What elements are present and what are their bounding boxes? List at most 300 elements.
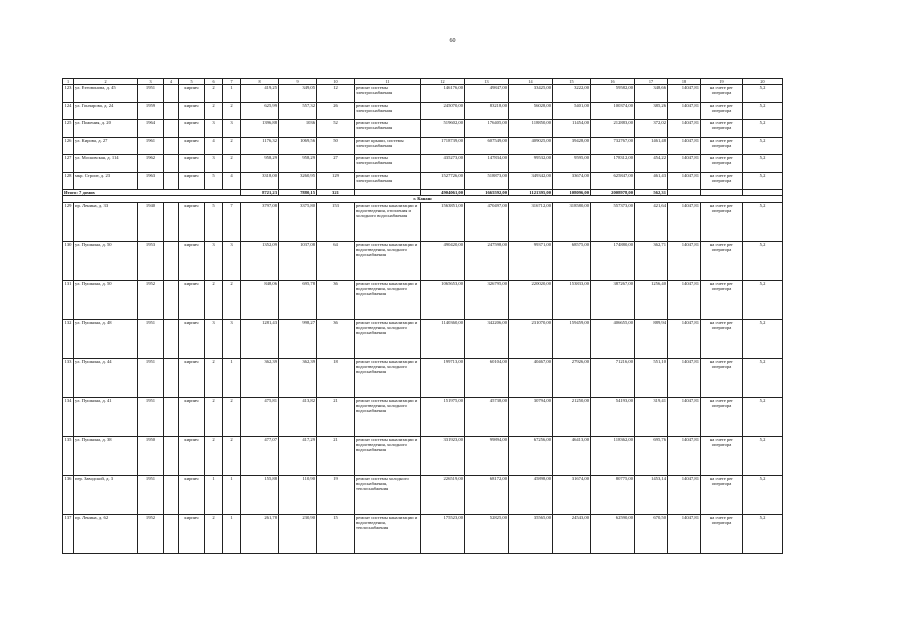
cell-c18: 14047,81 <box>668 436 701 475</box>
cell-mat: кирпич <box>179 514 205 553</box>
table-row <box>63 358 783 397</box>
cell-c13: 607549,00 <box>465 137 509 155</box>
cell-fl: 2 <box>205 436 223 475</box>
cell-mat: кирпич <box>179 319 205 358</box>
cell-addr: пр. Ленина, д. 33 <box>74 202 138 241</box>
cell-c18: 14047,81 <box>668 397 701 436</box>
cell-n: 123 <box>63 85 74 103</box>
cell-c19: на счете рег оператора <box>701 85 743 103</box>
cell-year: 1964 <box>138 120 164 138</box>
cell-c18: 14047,81 <box>668 319 701 358</box>
cell-c14: 316712,00 <box>509 202 553 241</box>
column-index: 19 <box>701 79 743 85</box>
cell-c15: 5401,00 <box>553 102 591 120</box>
cell-c20: 5,2 <box>743 436 783 475</box>
table-row <box>63 202 783 241</box>
column-index: 9 <box>279 79 317 85</box>
cell-empty <box>164 172 179 190</box>
cell-n: 129 <box>63 202 74 241</box>
cell-c17: 695,76 <box>635 436 668 475</box>
cell-empty <box>164 202 179 241</box>
cell-c13: 247598,00 <box>465 241 509 280</box>
cell-area2: 3375,80 <box>279 202 317 241</box>
cell-c20: 5,2 <box>743 120 783 138</box>
cell-area: 362,39 <box>241 358 279 397</box>
cell-c14: 30794,00 <box>509 397 553 436</box>
cell-addr: пр. Ленина, д. 62 <box>74 514 138 553</box>
cell-total: 175523,00 <box>421 514 465 553</box>
cell-n: 135 <box>63 436 74 475</box>
cell-area2: 557,32 <box>279 102 317 120</box>
cell-empty <box>164 358 179 397</box>
cell-c18: 14047,81 <box>668 358 701 397</box>
cell-c20: 5,2 <box>743 397 783 436</box>
cell-c15: 159459,00 <box>553 319 591 358</box>
cell-area2: 230,90 <box>279 514 317 553</box>
cell-total: 331923,00 <box>421 436 465 475</box>
cell-c17: 551,10 <box>635 358 668 397</box>
cell-c15: 68575,00 <box>553 241 591 280</box>
totals-area2: 7880,15 <box>279 190 317 196</box>
totals-residents: 321 <box>317 190 355 196</box>
cell-mat: кирпич <box>179 358 205 397</box>
cell-c20: 5,2 <box>743 155 783 173</box>
cell-work: ремонт системы канализации и водоотведения, холодного водоснабжения <box>355 280 421 319</box>
page-number: 60 <box>449 38 456 44</box>
cell-c19: на счете рег оператора <box>701 475 743 514</box>
cell-n: 125 <box>63 120 74 138</box>
cell-mat: кирпич <box>179 397 205 436</box>
cell-c14: 40467,00 <box>509 358 553 397</box>
cell-res: 27 <box>317 155 355 173</box>
cell-c17: 454,22 <box>635 155 668 173</box>
column-index: 7 <box>223 79 241 85</box>
cell-c20: 5,2 <box>743 280 783 319</box>
cell-work: ремонт системы электроснабжения <box>355 172 421 190</box>
cell-area: 419,25 <box>241 85 279 103</box>
cell-area2: 413,82 <box>279 397 317 436</box>
cell-empty <box>164 102 179 120</box>
cell-c14: 33425,00 <box>509 85 553 103</box>
cell-res: 21 <box>317 436 355 475</box>
cell-c13: 342206,00 <box>465 319 509 358</box>
cell-mat: кирпич <box>179 120 205 138</box>
cell-c16: 59582,00 <box>591 85 635 103</box>
cell-n: 137 <box>63 514 74 553</box>
cell-c16: 80775,00 <box>591 475 635 514</box>
column-index: 17 <box>635 79 668 85</box>
cell-ent: 7 <box>223 202 241 241</box>
cell-year: 1951 <box>138 85 164 103</box>
cell-c15: 27926,00 <box>553 358 591 397</box>
cell-c14: 99532,00 <box>509 155 553 173</box>
cell-c18: 14047,81 <box>668 280 701 319</box>
cell-ent: 3 <box>223 241 241 280</box>
cell-year: 1962 <box>138 155 164 173</box>
cell-addr: ул. Пушкина, д. 38 <box>74 436 138 475</box>
cell-c20: 5,2 <box>743 514 783 553</box>
cell-c14: 99371,00 <box>509 241 553 280</box>
cell-c17: 1256,40 <box>635 280 668 319</box>
column-index: 20 <box>743 79 783 85</box>
cell-c17: 362,71 <box>635 241 668 280</box>
cell-area2: 1069,56 <box>279 137 317 155</box>
cell-c19: на счете рег оператора <box>701 241 743 280</box>
cell-res: 50 <box>317 137 355 155</box>
cell-addr: ул. Пушкина, д. 41 <box>74 397 138 436</box>
cell-area: 1396,88 <box>241 120 279 138</box>
cell-fl: 2 <box>205 358 223 397</box>
cell-res: 19 <box>317 475 355 514</box>
cell-fl: 3 <box>205 120 223 138</box>
cell-n: 124 <box>63 102 74 120</box>
cell-ent: 1 <box>223 514 241 553</box>
cell-res: 153 <box>317 202 355 241</box>
cell-empty <box>164 475 179 514</box>
cell-c20: 5,2 <box>743 137 783 155</box>
table-row <box>63 155 783 173</box>
cell-c16: 71216,00 <box>591 358 635 397</box>
cell-mat: кирпич <box>179 172 205 190</box>
cell-work: ремонт системы канализации и водоотведения, холодного водоснабжения <box>355 319 421 358</box>
cell-c20: 5,2 <box>743 85 783 103</box>
cell-res: 52 <box>317 120 355 138</box>
cell-c15: 11454,00 <box>553 120 591 138</box>
cell-c19: на счете рег оператора <box>701 514 743 553</box>
cell-c15: 46413,00 <box>553 436 591 475</box>
cell-total: 226519,00 <box>421 475 465 514</box>
cell-empty <box>164 120 179 138</box>
cell-mat: кирпич <box>179 280 205 319</box>
table-row <box>63 102 783 120</box>
cell-year: 1952 <box>138 514 164 553</box>
cell-addr: мкр. Строит, д. 23 <box>74 172 138 190</box>
cell-total: 1718739,00 <box>421 137 465 155</box>
cell-c15: 9595,00 <box>553 155 591 173</box>
cell-area: 475,81 <box>241 397 279 436</box>
cell-c20: 5,2 <box>743 202 783 241</box>
cell-fl: 2 <box>205 102 223 120</box>
cell-ent: 2 <box>223 102 241 120</box>
cell-c19: на счете рег оператора <box>701 102 743 120</box>
cell-res: 36 <box>317 280 355 319</box>
cell-c13: 52825,00 <box>465 514 509 553</box>
cell-work: ремонт системы электроснабжения <box>355 102 421 120</box>
cell-year: 1950 <box>138 436 164 475</box>
cell-ent: 3 <box>223 319 241 358</box>
table-row <box>63 475 783 514</box>
cell-c15: 39428,00 <box>553 137 591 155</box>
cell-n: 131 <box>63 280 74 319</box>
cell-res: 26 <box>317 102 355 120</box>
cell-fl: 2 <box>205 85 223 103</box>
cell-c17: 1461,48 <box>635 137 668 155</box>
cell-mat: кирпич <box>179 155 205 173</box>
cell-total: 519602,00 <box>421 120 465 138</box>
cell-n: 128 <box>63 172 74 190</box>
cell-area2: 110,90 <box>279 475 317 514</box>
cell-ent: 2 <box>223 436 241 475</box>
cell-res: 12 <box>317 85 355 103</box>
cell-res: 15 <box>317 514 355 553</box>
table-row <box>63 137 783 155</box>
cell-fl: 2 <box>205 514 223 553</box>
totals-c13: 1665592,00 <box>465 190 509 196</box>
cell-total: 151975,00 <box>421 397 465 436</box>
cell-total: 1065653,00 <box>421 280 465 319</box>
totals-c15: 108096,00 <box>553 190 591 196</box>
column-index: 12 <box>421 79 465 85</box>
cell-c14: 231070,00 <box>509 319 553 358</box>
cell-addr: ул. Етеовонова, д. 45 <box>74 85 138 103</box>
cell-c19: на счете рег оператора <box>701 172 743 190</box>
cell-fl: 2 <box>205 280 223 319</box>
cell-year: 1953 <box>138 241 164 280</box>
column-index: 4 <box>164 79 179 85</box>
cell-c13: 147834,00 <box>465 155 509 173</box>
cell-c14: 67256,00 <box>509 436 553 475</box>
cell-year: 1951 <box>138 475 164 514</box>
cell-fl: 5 <box>205 202 223 241</box>
cell-res: 129 <box>317 172 355 190</box>
table-row <box>63 397 783 436</box>
totals-c17: 562,31 <box>635 190 668 196</box>
cell-year: 1961 <box>138 137 164 155</box>
column-index: 2 <box>74 79 138 85</box>
cell-c17: 670,50 <box>635 514 668 553</box>
column-index: 15 <box>553 79 591 85</box>
table-row <box>63 120 783 138</box>
cell-ent: 4 <box>223 172 241 190</box>
cell-c16: 62590,00 <box>591 514 635 553</box>
cell-area2: 349,05 <box>279 85 317 103</box>
cell-area2: 998,27 <box>279 319 317 358</box>
cell-mat: кирпич <box>179 137 205 155</box>
cell-c19: на счете рег оператора <box>701 155 743 173</box>
cell-c18: 14047,81 <box>668 475 701 514</box>
cell-res: 21 <box>317 397 355 436</box>
cell-total: 1527726,00 <box>421 172 465 190</box>
cell-total: 245070,00 <box>421 102 465 120</box>
cell-c17: 385,26 <box>635 102 668 120</box>
cell-c13: 99894,00 <box>465 436 509 475</box>
column-index: 18 <box>668 79 701 85</box>
cell-c13: 176405,00 <box>465 120 509 138</box>
cell-year: 1959 <box>138 102 164 120</box>
cell-total: 490420,00 <box>421 241 465 280</box>
cell-fl: 4 <box>205 137 223 155</box>
cell-total: 1140360,00 <box>421 319 465 358</box>
cell-year: 1951 <box>138 358 164 397</box>
cell-c13: 49847,00 <box>465 85 509 103</box>
cell-ent: 2 <box>223 397 241 436</box>
cell-total: 146176,00 <box>421 85 465 103</box>
cell-empty <box>164 241 179 280</box>
cell-empty <box>164 397 179 436</box>
table-row <box>63 280 783 319</box>
cell-c18: 14047,81 <box>668 172 701 190</box>
cell-c14: 118850,00 <box>509 120 553 138</box>
cell-fl: 5 <box>205 172 223 190</box>
cell-empty <box>164 155 179 173</box>
cell-c18: 14047,81 <box>668 155 701 173</box>
city-name: г. Канаш <box>63 196 783 202</box>
cell-n: 134 <box>63 397 74 436</box>
cell-c20: 5,2 <box>743 358 783 397</box>
cell-work: ремонт системы канализации и водоотведения, теплоснабжения <box>355 514 421 553</box>
cell-c18: 14047,81 <box>668 241 701 280</box>
cell-area: 155,88 <box>241 475 279 514</box>
cell-c14: 220020,00 <box>509 280 553 319</box>
cell-c13: 83218,00 <box>465 102 509 120</box>
cell-addr: ул. Пожения, д. 20 <box>74 120 138 138</box>
cell-area2: 1036 <box>279 120 317 138</box>
cell-year: 1951 <box>138 319 164 358</box>
cell-c17: 421,64 <box>635 202 668 241</box>
cell-work: ремонт системы электроснабжения <box>355 120 421 138</box>
column-index: 1 <box>63 79 74 85</box>
cell-fl: 3 <box>205 319 223 358</box>
cell-c16: 625847,00 <box>591 172 635 190</box>
cell-c16: 100374,00 <box>591 102 635 120</box>
cell-addr: ул. Пушкина, д. 50 <box>74 241 138 280</box>
cell-n: 132 <box>63 319 74 358</box>
table-row <box>63 514 783 553</box>
cell-total: 1563851,00 <box>421 202 465 241</box>
cell-ent: 2 <box>223 280 241 319</box>
cell-ent: 1 <box>223 85 241 103</box>
cell-ent: 3 <box>223 120 241 138</box>
cell-c17: 1453,14 <box>635 475 668 514</box>
cell-area: 1281,43 <box>241 319 279 358</box>
cell-c19: на счете рег оператора <box>701 358 743 397</box>
cell-area: 477,07 <box>241 436 279 475</box>
cell-c16: 178312,00 <box>591 155 635 173</box>
column-index: 10 <box>317 79 355 85</box>
cell-addr: ул. Кирова, д. 27 <box>74 137 138 155</box>
cell-n: 130 <box>63 241 74 280</box>
totals-cost: 4904061,00 <box>421 190 465 196</box>
cell-c15: 153833,00 <box>553 280 591 319</box>
cell-c16: 118362,00 <box>591 436 635 475</box>
cell-c14: 56028,00 <box>509 102 553 120</box>
cell-res: 18 <box>317 358 355 397</box>
cell-n: 126 <box>63 137 74 155</box>
cell-addr: ул. Пушкина, д. 50 <box>74 280 138 319</box>
cell-c14: 409025,00 <box>509 137 553 155</box>
cell-mat: кирпич <box>179 202 205 241</box>
cell-mat: кирпич <box>179 102 205 120</box>
cell-c20: 5,2 <box>743 172 783 190</box>
cell-work: ремонт системы канализации и водоотведения, холодного водоснабжения <box>355 397 421 436</box>
cell-addr: ул. Гончарова, д. 24 <box>74 102 138 120</box>
totals-c14: 1121395,00 <box>509 190 553 196</box>
cell-c15: 31674,00 <box>553 475 591 514</box>
cell-c20: 5,2 <box>743 475 783 514</box>
cell-work: ремонт системы канализации и водоотведения, холодного водоснабжения <box>355 241 421 280</box>
table-row <box>63 172 783 190</box>
column-index: 6 <box>205 79 223 85</box>
cell-c13: 45738,00 <box>465 397 509 436</box>
cell-c15: 33674,00 <box>553 172 591 190</box>
cell-c15: 3222,00 <box>553 85 591 103</box>
cell-n: 127 <box>63 155 74 173</box>
cell-c17: 372,02 <box>635 120 668 138</box>
cell-work: ремонт системы электроснабжения <box>355 155 421 173</box>
cell-c14: 45898,00 <box>509 475 553 514</box>
cell-area: 1352,09 <box>241 241 279 280</box>
cell-year: 1952 <box>138 280 164 319</box>
cell-work: ремонт системы канализации и водоотведения, отопления и холодного водоснабжения <box>355 202 421 241</box>
cell-area2: 417,29 <box>279 436 317 475</box>
cell-ent: 2 <box>223 137 241 155</box>
cell-year: 1951 <box>138 397 164 436</box>
cell-c18: 14047,81 <box>668 120 701 138</box>
cell-area2: 958,29 <box>279 155 317 173</box>
cell-area: 261,78 <box>241 514 279 553</box>
cell-work: ремонт системы канализации и водоотведения, холодного водоснабжения <box>355 436 421 475</box>
cell-fl: 3 <box>205 155 223 173</box>
cell-area2: 695,78 <box>279 280 317 319</box>
cell-total: 199713,00 <box>421 358 465 397</box>
cell-addr: ул. Московская, д. 114 <box>74 155 138 173</box>
cell-empty <box>164 436 179 475</box>
cell-c19: на счете рег оператора <box>701 397 743 436</box>
cell-c19: на счете рег оператора <box>701 436 743 475</box>
cell-c20: 5,2 <box>743 102 783 120</box>
cell-fl: 3 <box>205 241 223 280</box>
cell-work: ремонт системы электроснабжения <box>355 85 421 103</box>
cell-c13: 470497,00 <box>465 202 509 241</box>
cell-c19: на счете рег оператора <box>701 137 743 155</box>
cell-c15: 24543,00 <box>553 514 591 553</box>
cell-area: 958,29 <box>241 155 279 173</box>
cell-addr: ул. Пушкина, д. 48 <box>74 319 138 358</box>
cell-n: 136 <box>63 475 74 514</box>
cell-c14: 35565,00 <box>509 514 553 553</box>
cell-c13: 518873,00 <box>465 172 509 190</box>
cell-c18: 14047,81 <box>668 137 701 155</box>
cell-year: 1940 <box>138 202 164 241</box>
cell-c14: 349342,00 <box>509 172 553 190</box>
column-index: 3 <box>138 79 164 85</box>
column-index: 8 <box>241 79 279 85</box>
cell-c19: на счете рег оператора <box>701 202 743 241</box>
capital-repair-register-table <box>62 78 783 554</box>
cell-c18: 14047,81 <box>668 514 701 553</box>
cell-c17: 461,43 <box>635 172 668 190</box>
cell-area2: 362,39 <box>279 358 317 397</box>
cell-mat: кирпич <box>179 85 205 103</box>
cell-area: 3318,00 <box>241 172 279 190</box>
column-index: 13 <box>465 79 509 85</box>
table-row <box>63 319 783 358</box>
cell-c16: 212883,00 <box>591 120 635 138</box>
totals-label: Итого: 7 домов <box>63 190 241 196</box>
cell-res: 36 <box>317 319 355 358</box>
cell-c13: 60104,00 <box>465 358 509 397</box>
cell-c19: на счете рег оператора <box>701 319 743 358</box>
cell-c17: 348,66 <box>635 85 668 103</box>
cell-c18: 14047,81 <box>668 85 701 103</box>
column-index: 14 <box>509 79 553 85</box>
cell-c19: на счете рег оператора <box>701 120 743 138</box>
cell-area: 3797,08 <box>241 202 279 241</box>
cell-c15: 318580,00 <box>553 202 591 241</box>
cell-empty <box>164 514 179 553</box>
totals-area: 8721,23 <box>241 190 279 196</box>
cell-total: 435273,00 <box>421 155 465 173</box>
